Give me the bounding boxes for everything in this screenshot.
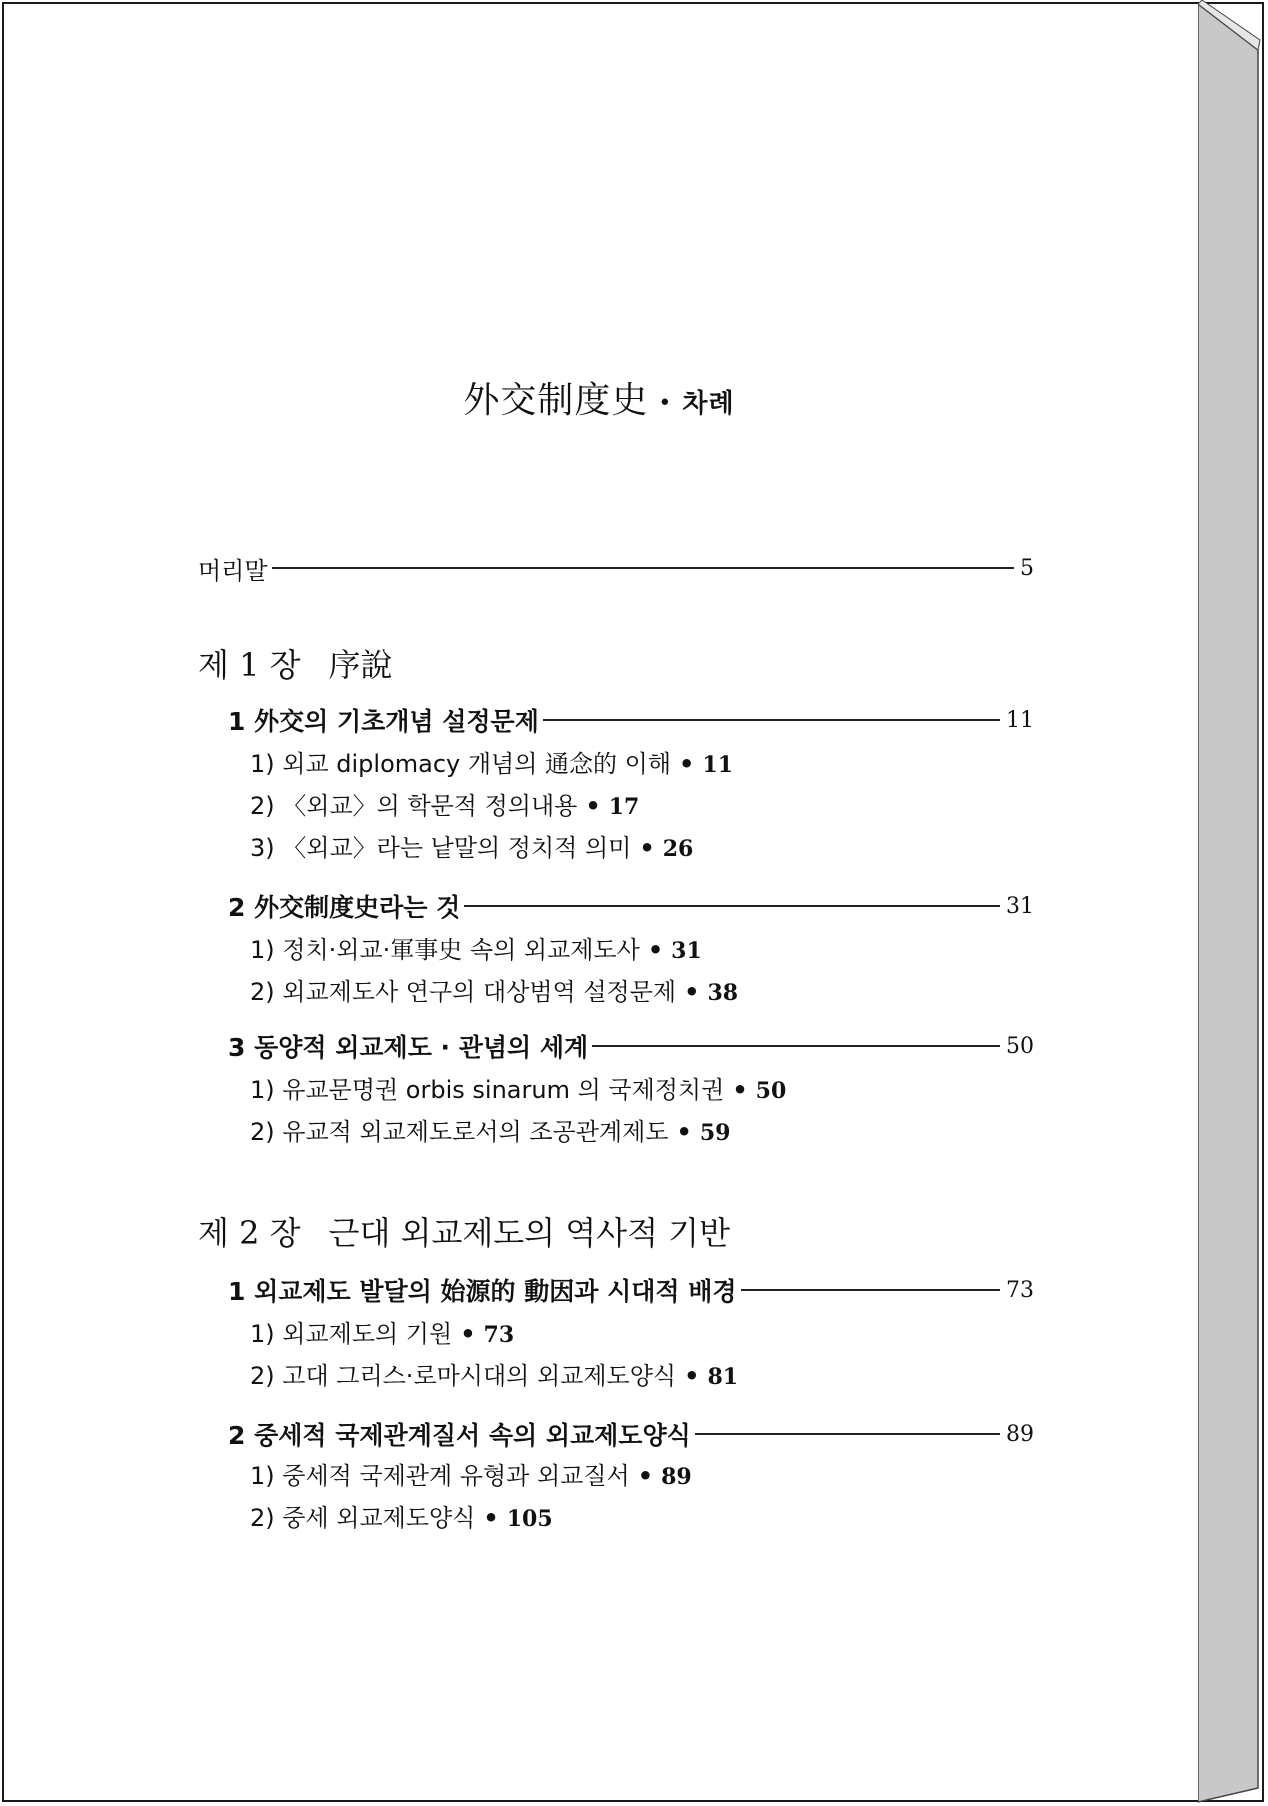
bullet-dot: •	[585, 792, 601, 820]
bullet-dot: •	[637, 1462, 654, 1490]
bullet-dot: •	[679, 750, 695, 778]
subsection-label: 2) 중세 외교제도양식	[250, 1504, 476, 1532]
section-entry[interactable]	[228, 1026, 1034, 1066]
section-title: 1 외교제도 발달의 始源的 動因과 시대적 배경	[228, 1277, 737, 1306]
title-separator: •	[658, 390, 673, 416]
subsection-label: 2) 고대 그리스·로마시대의 외교제도양식	[250, 1362, 677, 1390]
page-number: 31	[1006, 893, 1034, 919]
page-number: 89	[661, 1464, 692, 1490]
section-title: 1 外交의 기초개념 설정문제	[228, 707, 539, 736]
subsection-entry[interactable]	[250, 972, 738, 1007]
page-title	[0, 372, 1198, 423]
section-title: 3 동양적 외교제도 · 관념의 세계	[228, 1033, 589, 1062]
page-number: 11	[702, 752, 734, 778]
chapter-title: 序說	[328, 646, 393, 684]
bullet-dot: •	[639, 834, 655, 862]
subsection-label: 1) 정치·외교·軍事史 속의 외교제도사	[250, 936, 640, 964]
page-number: 17	[608, 794, 640, 820]
page-number: 73	[1006, 1277, 1034, 1303]
page-number: 11	[1006, 707, 1034, 733]
paper-edge	[1198, 0, 1264, 1806]
section-title: 2 중세적 국제관계질서 속의 외교제도양식	[228, 1421, 691, 1450]
subsection-entry[interactable]	[250, 1314, 514, 1349]
subsection-label: 2) 유교적 외교제도로서의 조공관계제도	[250, 1118, 669, 1146]
bullet-dot: •	[684, 1362, 700, 1390]
subsection-entry[interactable]	[250, 1112, 730, 1147]
page-number: 38	[707, 980, 739, 1006]
bullet-dot: •	[460, 1320, 476, 1348]
leader-line	[543, 719, 1000, 721]
leader-line	[695, 1433, 1000, 1435]
page-number: 26	[662, 836, 694, 862]
section-entry[interactable]	[228, 1414, 1034, 1454]
page-number: 31	[671, 938, 702, 964]
bullet-dot: •	[732, 1076, 748, 1104]
chapter-heading[interactable]	[198, 640, 393, 686]
subsection-entry[interactable]	[250, 1356, 738, 1391]
page-number: 73	[483, 1322, 515, 1348]
subsection-label: 1) 외교 diplomacy 개념의 通念的 이해	[250, 750, 672, 778]
title-subtitle: 차례	[682, 389, 735, 419]
subsection-label: 2) 〈외교〉의 학문적 정의내용	[250, 792, 578, 820]
bullet-dot: •	[684, 978, 700, 1006]
chapter-heading[interactable]	[198, 1208, 730, 1254]
subsection-label: 2) 외교제도사 연구의 대상범역 설정문제	[250, 978, 677, 1006]
leader-line	[272, 567, 1014, 569]
bullet-dot: •	[676, 1118, 692, 1146]
bullet-dot: •	[483, 1504, 499, 1532]
chapter-number: 제 2 장	[198, 1214, 301, 1252]
section-entry[interactable]	[228, 886, 1034, 926]
subsection-label: 1) 외교제도의 기원	[250, 1320, 453, 1348]
subsection-entry[interactable]	[250, 1070, 786, 1105]
subsection-label: 1) 유교문명권 orbis sinarum 의 국제정치권	[250, 1076, 725, 1104]
subsection-entry[interactable]	[250, 744, 733, 779]
page-number: 50	[1006, 1033, 1034, 1059]
section-entry[interactable]	[228, 700, 1034, 740]
subsection-entry[interactable]	[250, 1456, 692, 1491]
subsection-entry[interactable]	[250, 1498, 553, 1533]
bullet-dot: •	[647, 936, 664, 964]
leader-line	[741, 1289, 1000, 1291]
preface-label: 머리말	[198, 556, 268, 585]
page-number: 105	[506, 1506, 553, 1532]
chapter-title: 근대 외교제도의 역사적 기반	[328, 1214, 730, 1252]
subsection-entry[interactable]	[250, 930, 702, 965]
page-number: 50	[755, 1078, 787, 1104]
subsection-label: 3) 〈외교〉라는 낱말의 정치적 의미	[250, 834, 632, 862]
toc-entry-preface-row[interactable]	[198, 548, 1034, 588]
page-number: 59	[699, 1120, 731, 1146]
page-number: 81	[707, 1364, 739, 1390]
subsection-entry[interactable]	[250, 828, 693, 863]
chapter-number: 제 1 장	[198, 646, 301, 684]
section-title: 2 外交制度史라는 것	[228, 893, 461, 922]
subsection-label: 1) 중세적 국제관계 유형과 외교질서	[250, 1462, 630, 1490]
leader-line	[464, 905, 1000, 907]
leader-line	[592, 1045, 1000, 1047]
book-title: 外交制度史	[463, 380, 649, 421]
section-entry[interactable]	[228, 1270, 1034, 1310]
page-number: 5	[1020, 555, 1034, 581]
page-number: 89	[1006, 1421, 1034, 1447]
subsection-entry[interactable]	[250, 786, 639, 821]
